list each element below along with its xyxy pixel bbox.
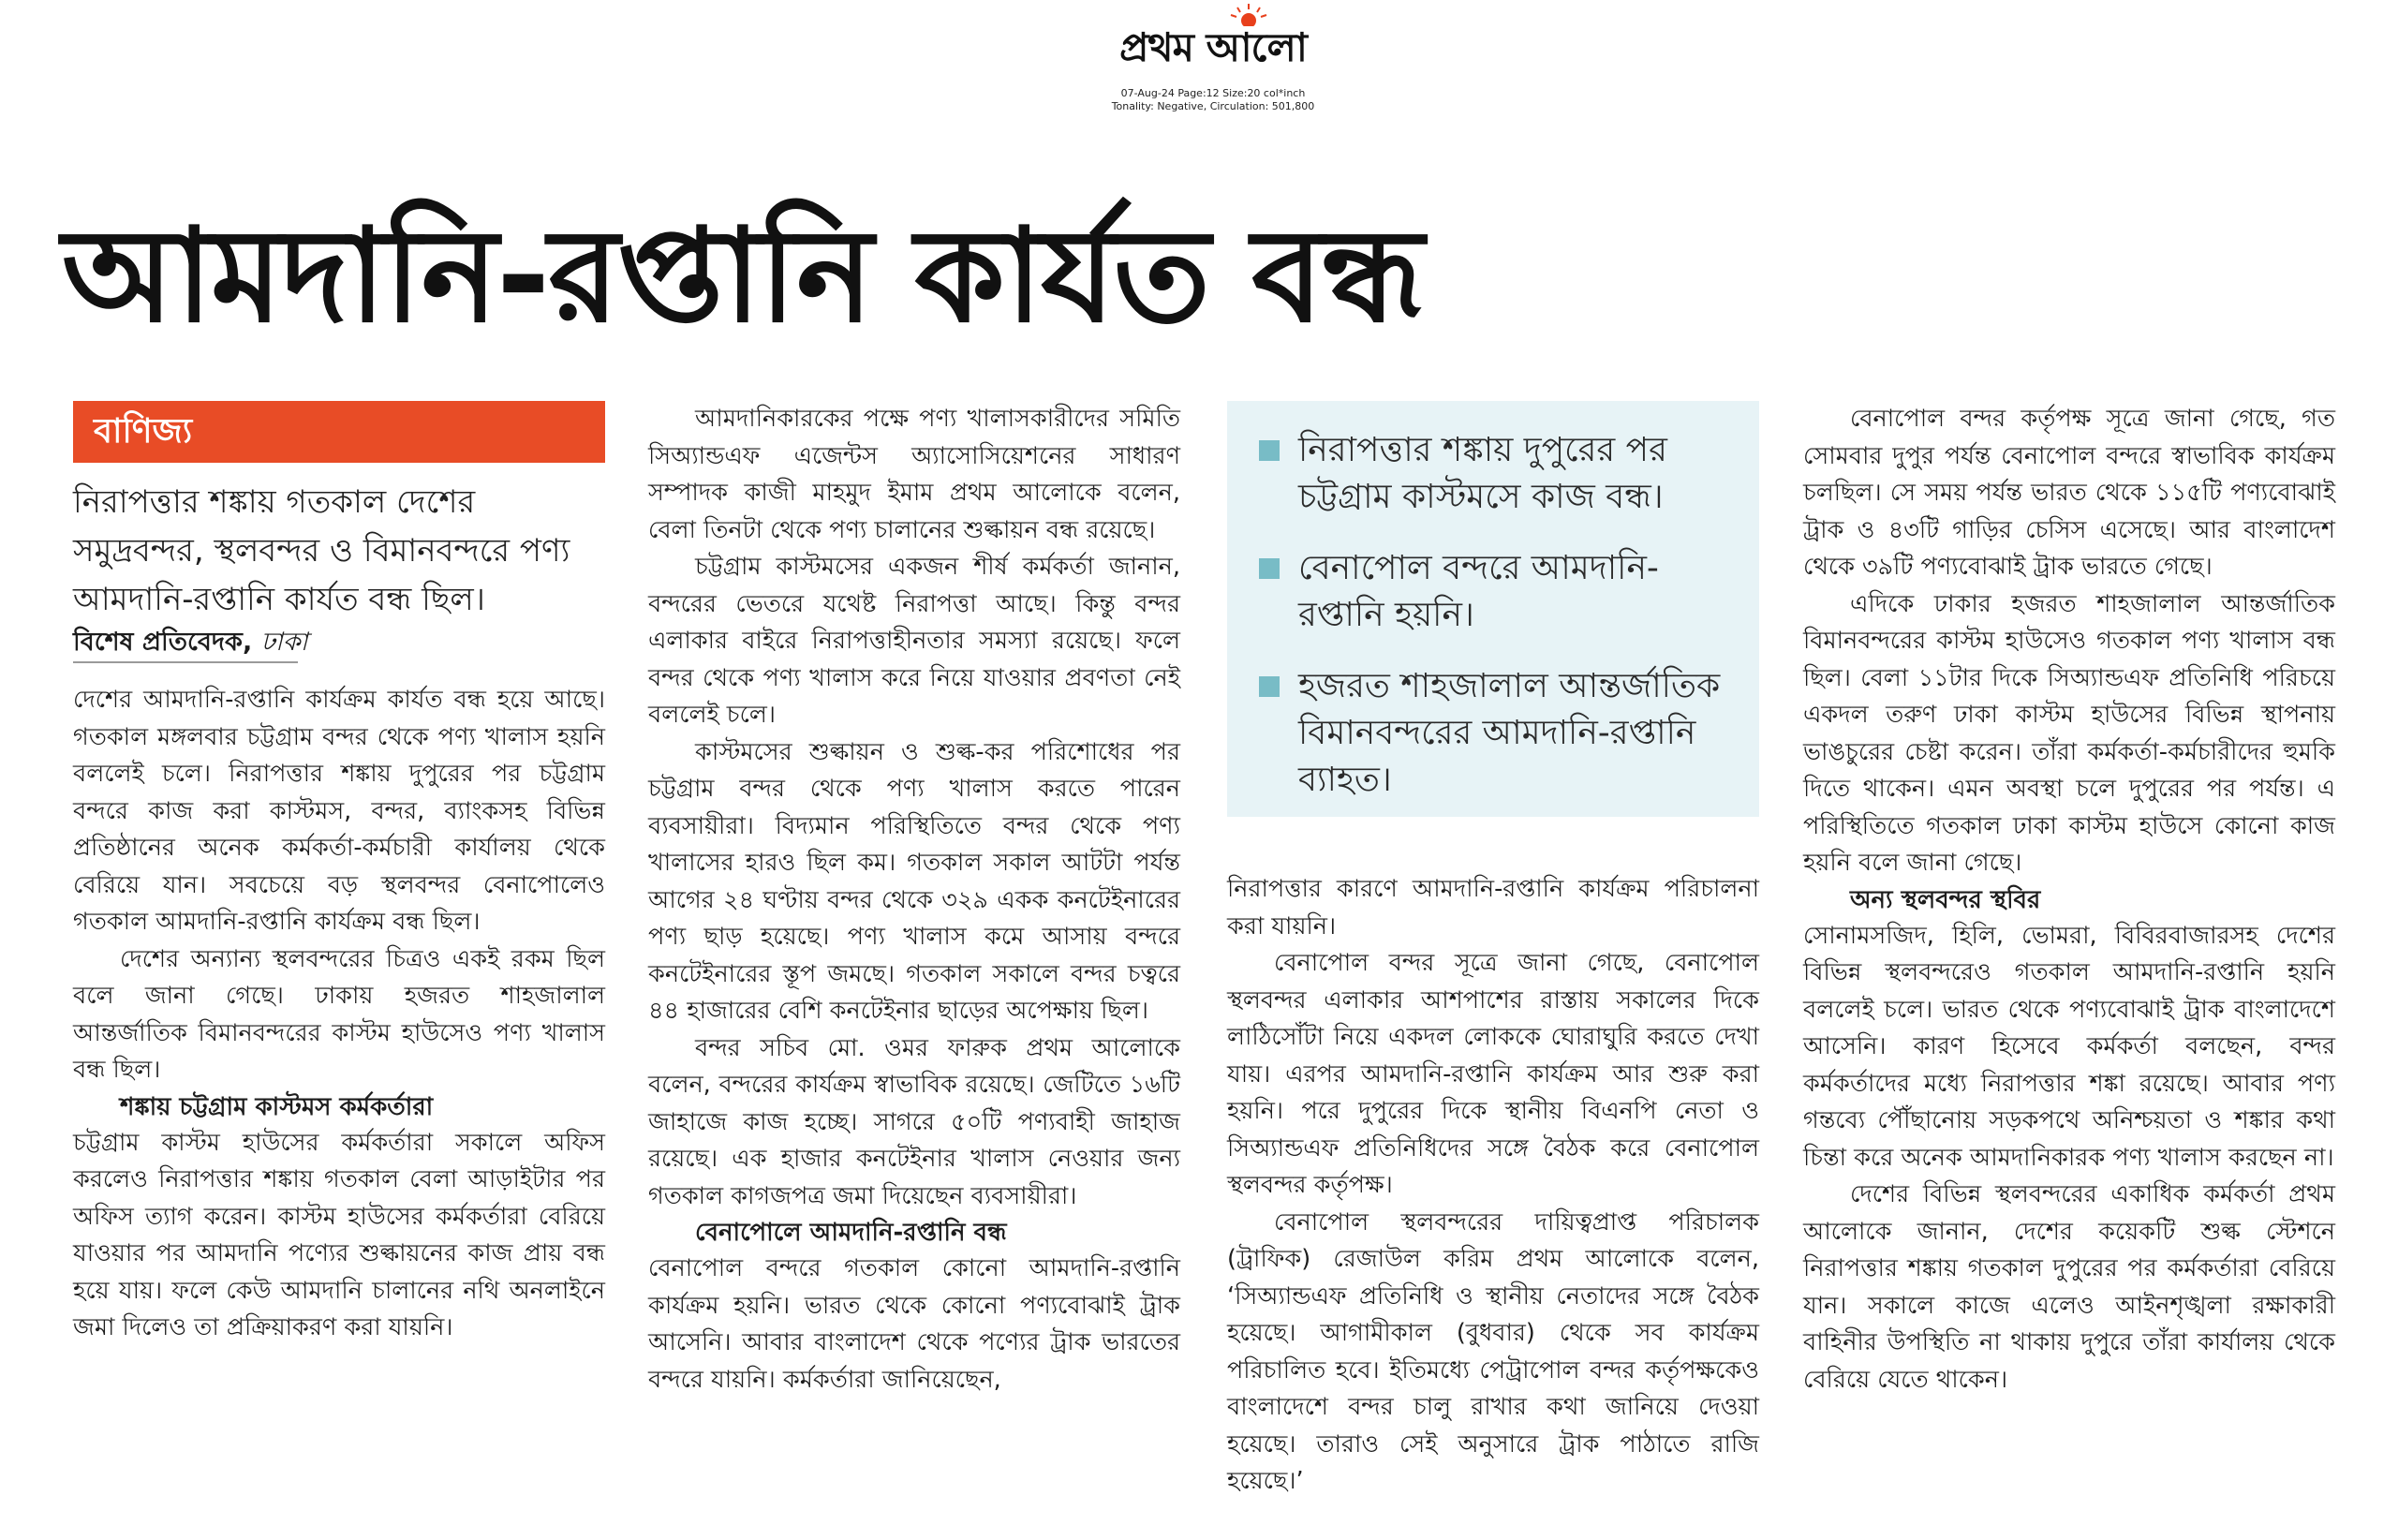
square-bullet-icon bbox=[1259, 558, 1280, 579]
paragraph: বন্দর সচিব মো. ওমর ফারুক প্রথম আলোকে বলেন, বন্দরের কার্যক্রম স্বাভাবিক রয়েছে। জেটিতে ১৬টি জাহাজে কাজ হচ্ছে। সাগরে ৫০টি পণ্যবাহী জাহাজ রয়েছে। এক হাজার কনটেইনার খালাস নেওয়ার জন্য গতকাল কাগজপত্র জমা দিয়েছেন ব্যবসায়ীরা। bbox=[648, 1033, 1180, 1210]
paragraph: নিরাপত্তার কারণে আমদানি-রপ্তানি কার্যক্রম পরিচালনা করা যায়নি। bbox=[1227, 875, 1759, 940]
article-column-4 bbox=[1803, 401, 2335, 1399]
logo-text: প্রথম আলো bbox=[1119, 24, 1307, 70]
article-summary: নিরাপত্তার শঙ্কায় গতকাল দেশের সমুদ্রবন্দর, স্থলবন্দর ও বিমানবন্দরে পণ্য আমদানি-রপ্তানি কার্যত বন্ধ ছিল। bbox=[73, 483, 570, 618]
paragraph: বেনাপোল বন্দর সূত্রে জানা গেছে, বেনাপোল স্থলবন্দর এলাকার আশপাশের রাস্তায় সকালের দিকে লাঠিসোঁটা নিয়ে একদল লোককে ঘোরাঘুরি করতে দেখা যায়। এরপর আমদানি-রপ্তানি কার্যক্রম আর শুরু করা হয়নি। পরে দুপুরের দিকে স্থানীয় বিএনপি নেতা ও সিঅ্যান্ডএফ প্রতিনিধিদের সঙ্গে বৈঠক করে বেনাপোল স্থলবন্দর কর্তৃপক্ষ। bbox=[1227, 949, 1759, 1199]
paragraph: আমদানিকারকের পক্ষে পণ্য খালাসকারীদের সমিতি সিঅ্যান্ডএফ এজেন্টস অ্যাসোসিয়েশনের সাধারণ সম্পাদক কাজী মাহমুদ ইমাম প্রথম আলোকে বলেন, বেলা তিনটা থেকে পণ্য চালানের শুল্কায়ন বন্ধ রয়েছে। bbox=[648, 405, 1180, 544]
paragraph: দেশের আমদানি-রপ্তানি কার্যক্রম কার্যত বন্ধ হয়ে আছে। গতকাল মঙ্গলবার চট্টগ্রাম বন্দর থেকে পণ্য খালাস হয়নি বললেই চলে। নিরাপত্তার শঙ্কায় দুপুরের পর চট্টগ্রাম বন্দরে কাজ করা কাস্টমস, বন্দর, ব্যাংকসহ বিভিন্ন প্রতিষ্ঠানের অনেক কর্মকর্তা-কর্মচারী কার্যালয় থেকে বেরিয়ে যান। সবচেয়ে বড় স্থলবন্দর বেনাপোলেও গতকাল আমদানি-রপ্তানি কার্যক্রম বন্ধ ছিল। bbox=[73, 686, 605, 936]
byline-name: বিশেষ প্রতিবেদক, bbox=[73, 628, 253, 657]
highlight-text: নিরাপত্তার শঙ্কায় দুপুরের পর চট্টগ্রাম কাস্টমসে কাজ বন্ধ। bbox=[1298, 431, 1667, 516]
byline bbox=[73, 624, 605, 661]
paragraph: দেশের অন্যান্য স্থলবন্দরের চিত্রও একই রকম ছিল বলে জানা গেছে। ঢাকায় হজরত শাহজালাল আন্তর্জাতিক বিমানবন্দরের কাস্টম হাউসেও পণ্য খালাস বন্ধ ছিল। bbox=[73, 944, 605, 1084]
article-column-2 bbox=[648, 401, 1180, 1399]
sun-logo-icon bbox=[1230, 4, 1267, 26]
clip-meta bbox=[1058, 87, 1368, 113]
byline-rule bbox=[73, 661, 298, 663]
paragraph: কাস্টমসের শুল্কায়ন ও শুল্ক-কর পরিশোধের পর চট্টগ্রাম বন্দর থেকে পণ্য খালাস করতে পারেন ব্যবসায়ীরা। বিদ্যমান পরিস্থিতিতে বন্দর থেকে পণ্য খালাসের হারও ছিল কম। গতকাল সকাল আটটা পর্যন্ত আগের ২৪ ঘণ্টায় বন্দর থেকে ৩২৯ একক কনটেইনারের পণ্য ছাড় হয়েছে। পণ্য খালাস কমে আসায় বন্দরে কনটেইনারের স্তূপ জমছে। গতকাল সকালে বন্দর চত্বরে ৪৪ হাজারের বেশি কনটেইনার ছাড়ের অপেক্ষায় ছিল। bbox=[648, 737, 1180, 1025]
article-column-1 bbox=[73, 401, 605, 1347]
subheading: বেনাপোলে আমদানি-রপ্তানি বন্ধ bbox=[695, 1219, 1007, 1247]
headline: আমদানি-রপ্তানি কার্যত বন্ধ bbox=[62, 200, 1423, 351]
masthead bbox=[1058, 7, 1368, 112]
highlights-box bbox=[1227, 401, 1759, 817]
paragraph: চট্টগ্রাম কাস্টম হাউসের কর্মকর্তারা সকালে অফিস করলেও নিরাপত্তার শঙ্কায় গতকাল বেলা আড়াইটার পর অফিস ত্যাগ করেন। কাস্টম হাউসের কর্মকর্তারা বেরিয়ে যাওয়ার পর আমদানি পণ্যের শুল্কায়নের কাজ প্রায় বন্ধ হয়ে যায়। ফলে কেউ আমদানি চালানের নথি অনলাইনে জমা দিলেও তা প্রক্রিয়াকরণ করা যায়নি। bbox=[73, 1128, 605, 1341]
section-tag: বাণিজ্য bbox=[73, 401, 605, 463]
clip-meta-line2: Tonality: Negative, Circulation: 501,800 bbox=[1111, 100, 1315, 112]
highlight-text: বেনাপোল বন্দরে আমদানি-রপ্তানি হয়নি। bbox=[1298, 549, 1659, 634]
clip-meta-line1: 07-Aug-24 Page:12 Size:20 col*inch bbox=[1120, 87, 1306, 99]
paragraph: দেশের বিভিন্ন স্থলবন্দরের একাধিক কর্মকর্তা প্রথম আলোকে জানান, দেশের কয়েকটি শুল্ক স্টেশনে নিরাপত্তার শঙ্কায় গতকাল দুপুরের পর কর্মকর্তারা বেরিয়ে যান। সকালে কাজে এলেও আইনশৃঙ্খলা রক্ষাকারী বাহিনীর উপস্থিতি না থাকায় দুপুরে তাঁরা কার্যালয় থেকে বেরিয়ে যেতে থাকেন। bbox=[1803, 1180, 2335, 1394]
highlight-item bbox=[1259, 427, 1731, 521]
paragraph: চট্টগ্রাম কাস্টমসের একজন শীর্ষ কর্মকর্তা জানান, বন্দরের ভেতরে যথেষ্ট নিরাপত্তা আছে। কিন্তু বন্দর এলাকার বাইরে নিরাপত্তাহীনতার সমস্যা রয়েছে। ফলে বন্দর থেকে পণ্য খালাস করে নিয়ে যাওয়ার প্রবণতা নেই বললেই চলে। bbox=[648, 553, 1180, 729]
paragraph: এদিকে ঢাকার হজরত শাহজালাল আন্তর্জাতিক বিমানবন্দরের কাস্টম হাউসেও গতকাল পণ্য খালাস বন্ধ ছিল। বেলা ১১টার দিকে সিঅ্যান্ডএফ প্রতিনিধি পরিচয়ে একদল তরুণ ঢাকা কাস্টম হাউসের বিভিন্ন স্থাপনায় ভাঙচুরের চেষ্টা করেন। তাঁরা কর্মকর্তা-কর্মচারীদের হুমকি দিতে থাকেন। এমন অবস্থা চলে দুপুরের পর পর্যন্ত। এ পরিস্থিতিতে গতকাল ঢাকা কাস্টম হাউসে কোনো কাজ হয়নি বলে জানা গেছে। bbox=[1803, 589, 2335, 877]
paragraph: বেনাপোল বন্দরে গতকাল কোনো আমদানি-রপ্তানি কার্যক্রম হয়নি। ভারত থেকে কোনো পণ্যবোঝাই ট্রাক আসেনি। আবার বাংলাদেশ থেকে পণ্যের ট্রাক ভারতের বন্দরে যায়নি। কর্মকর্তারা জানিয়েছেন, bbox=[648, 1254, 1180, 1394]
subheading: অন্য স্থলবন্দর স্থবির bbox=[1850, 885, 2041, 914]
paragraph: বেনাপোল বন্দর কর্তৃপক্ষ সূত্রে জানা গেছে, গত সোমবার দুপুর পর্যন্ত বেনাপোল বন্দরে স্বাভাবিক কার্যক্রম চলছিল। সে সময় পর্যন্ত ভারত থেকে ১১৫টি পণ্যবোঝাই ট্রাক ও ৪৩টি গাড়ির চেসিস এসেছে। আর বাংলাদেশ থেকে ৩৯টি পণ্যবোঝাই ট্রাক ভারতে গেছে। bbox=[1803, 405, 2335, 581]
paragraph: সোনামসজিদ, হিলি, ভোমরা, বিবিরবাজারসহ দেশের বিভিন্ন স্থলবন্দরেও গতকাল আমদানি-রপ্তানি হয়নি বললেই চলে। ভারত থেকে পণ্যবোঝাই ট্রাক বাংলাদেশে আসেনি। কারণ হিসেবে কর্মকর্তা বলছেন, বন্দর কর্মকর্তাদের মধ্যে নিরাপত্তার শঙ্কা রয়েছে। আবার পণ্য গন্তব্যে পৌঁছানোয় সড়কপথে অনিশ্চয়তা ও শঙ্কার কথা চিন্তা করে অনেক আমদানিকারক পণ্য খালাস করছেন না। bbox=[1803, 921, 2335, 1172]
square-bullet-icon bbox=[1259, 440, 1280, 461]
subheading: শঙ্কায় চট্টগ্রাম কাস্টমস কর্মকর্তারা bbox=[120, 1092, 434, 1121]
square-bullet-icon bbox=[1259, 676, 1280, 697]
byline-place: ঢাকা bbox=[260, 628, 308, 657]
article-column-3 bbox=[1227, 871, 1759, 1501]
highlight-item bbox=[1259, 663, 1731, 804]
newspaper-logo bbox=[1119, 17, 1307, 83]
paragraph: বেনাপোল স্থলবন্দরের দায়িত্বপ্রাপ্ত পরিচালক (ট্রাফিক) রেজাউল করিম প্রথম আলোকে বলেন, ‘সিঅ্যান্ডএফ প্রতিনিধি ও স্থানীয় নেতাদের সঙ্গে বৈঠক হয়েছে। আগামীকাল (বুধবার) থেকে সব কার্যক্রম পরিচালিত হবে। ইতিমধ্যে পেট্রাপোল বন্দর কর্তৃপক্ষকেও বাংলাদেশে বন্দর চালু রাখার কথা জানিয়ে দেওয়া হয়েছে। তারাও সেই অনুসারে ট্রাক পাঠাতে রাজি হয়েছে।’ bbox=[1227, 1207, 1759, 1495]
highlight-item bbox=[1259, 545, 1731, 639]
highlight-text: হজরত শাহজালাল আন্তর্জাতিক বিমানবন্দরের আমদানি-রপ্তানি ব্যাহত। bbox=[1298, 667, 1721, 799]
